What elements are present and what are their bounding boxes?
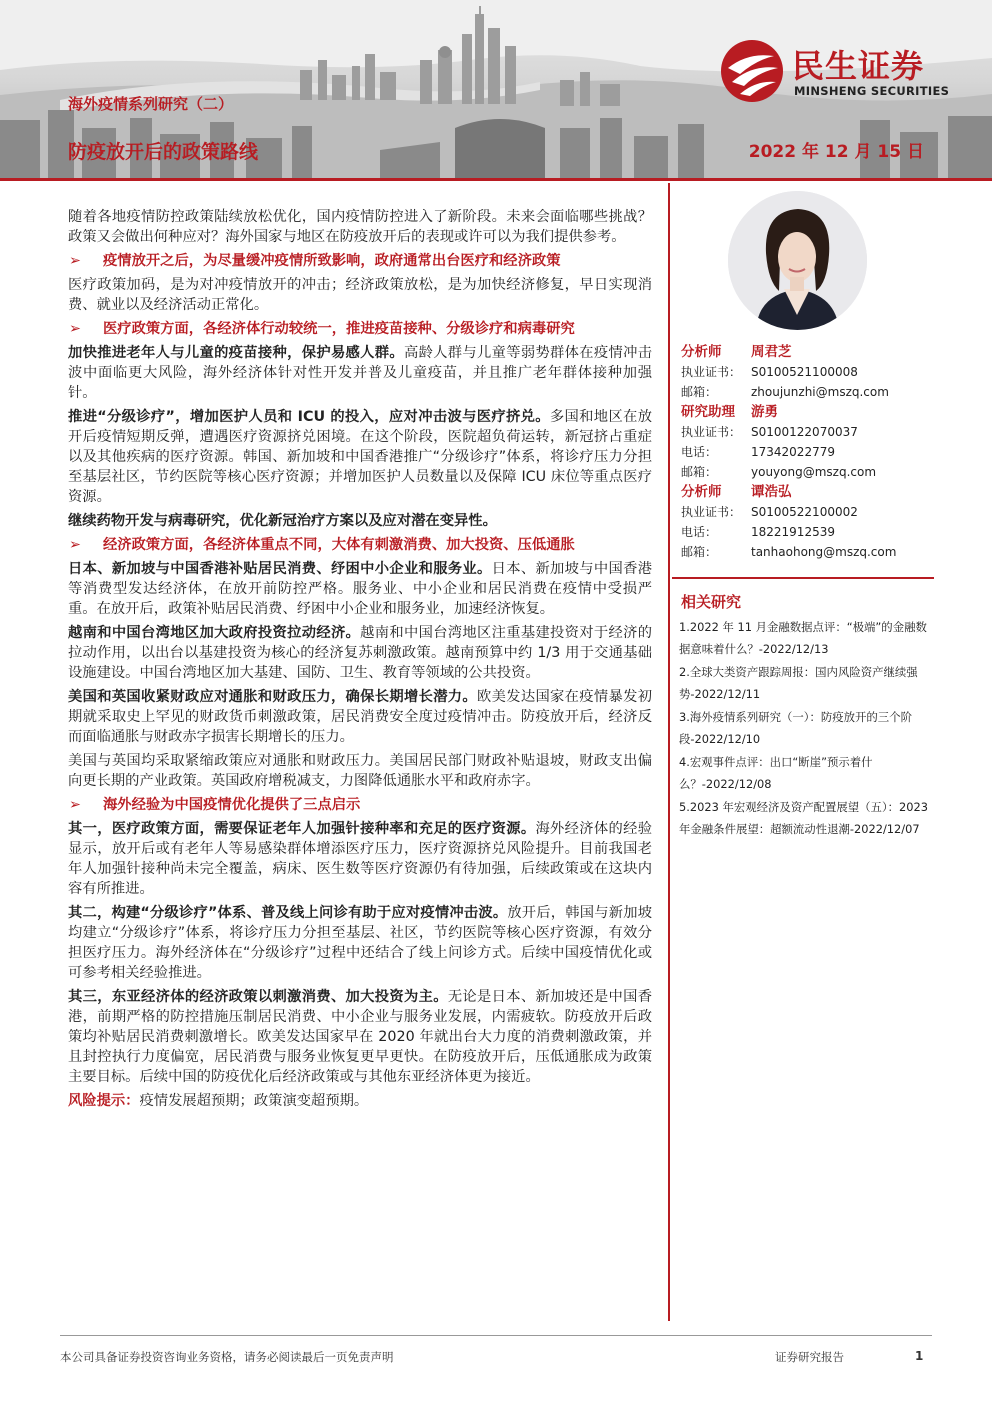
analyst-2-email: 邮箱： youyong@mszq.com xyxy=(681,465,877,479)
analyst-info xyxy=(681,342,941,562)
section-4-paragraph-3: 其三，东亚经济体的经济政策以刺激消费、加大投资为主。无论是日本、新加坡还是中国香港，前期严格的防控措施压制居民消费、中小企业与服务业发展，内需疲软。防疫放开后政策均补贴居民消费刺激增长。欧美发达国家早在 2020 年就出台大力度的消费刺激政策，并且封控执行力度偏宽，居民消费与服务业恢复更早更快。在防疫放开后，压低通胀成为政策主要目标。后续中国的防疫优化后经济政策或与其他东亚经济体更为接近。 xyxy=(68,989,653,1085)
section-2-paragraph-3: 继续药物开发与病毒研究，优化新冠治疗方案以及应对潜在变异性。 xyxy=(68,513,497,529)
footer-report-type: 证券研究报告 xyxy=(775,1350,844,1364)
analyst-3-email: 邮箱： tanhaohong@mszq.com xyxy=(681,545,897,559)
related-item[interactable]: 5.2023 年宏观经济及资产配置展望（五）：2023 年金融条件展望：超额流动性退潮-2022/12/07 xyxy=(679,800,929,836)
intro-paragraph: 随着各地疫情防控政策陆续放松优化，国内疫情防控进入了新阶段。未来会面临哪些挑战？政策又会做出何种应对？海外国家与地区在防疫放开后的表现或许可以为我们提供参考。 xyxy=(68,209,652,245)
analyst-3-phone: 电话： 18221912539 xyxy=(681,525,835,539)
related-divider xyxy=(672,577,934,579)
report-date: 2022 年 12 月 15 日 xyxy=(748,142,924,162)
section-heading-4: ➢ 海外经验为中国疫情优化提供了三点启示 xyxy=(69,797,361,813)
section-3-paragraph-2: 越南和中国台湾地区加大政府投资拉动经济。越南和中国台湾地区注重基建投资对于经济的拉动作用，以出台以基建投资为核心的经济复苏刺激政策。越南预算中约 1/3 用于交通基础设施建设。中国台湾地区加大基建、国防、卫生、教育等领域的公共投资。 xyxy=(68,625,652,681)
section-3-paragraph-4: 美国与英国均采取紧缩政策应对通胀和财政压力。美国居民部门财政补贴退坡，财政支出偏向更长期的产业政策。英国政府增税减支，力图降低通胀水平和政府赤字。 xyxy=(68,753,652,789)
report-title: 防疫放开后的政策路线 xyxy=(68,141,259,163)
analyst-3-role: 分析师 谭浩弘 xyxy=(681,484,792,500)
analyst-portrait-image xyxy=(728,191,867,330)
section-3-paragraph-3: 美国和英国收紧财政应对通胀和财政压力，确保长期增长潜力。欧美发达国家在疫情暴发初期就采取史上罕见的财政货币刺激政策，居民消费安全度过疫情冲击。防疫放开后，经济反而面临通胀与财政赤字损害长期增长的压力。 xyxy=(68,689,652,745)
logo-chinese-name: 民生证券 xyxy=(792,47,925,85)
section-heading-1: ➢ 疫情放开之后，为尽量缓冲疫情所致影响，政府通常出台医疗和经济政策 xyxy=(69,253,561,269)
arrow-bullet-icon: ➢ xyxy=(69,321,81,337)
analyst-1-role: 分析师 周君芝 xyxy=(681,344,792,360)
series-title: 海外疫情系列研究（二） xyxy=(68,95,234,113)
section-4-paragraph-1: 其一，医疗政策方面，需要保证老年人加强针接种率和充足的医疗资源。海外经济体的经验显示，放开后或有老年人等易感染群体增添医疗压力，医疗资源挤兑风险提升。目前我国老年人加强针接种尚未完全覆盖，病床、医生数等医疗资源仍有待加强，后续政策或在这块内容有所推进。 xyxy=(68,821,653,897)
section-4-paragraph-2: 其二，构建“分级诊疗”体系、普及线上问诊有助于应对疫情冲击波。放开后，韩国与新加坡均建立“分级诊疗”体系，将诊疗压力分担至基层、社区，节约医院等核心医疗资源，有效分担医疗压力。海外经济体在“分级诊疗”过程中还结合了线上问诊方式。后续中国疫情优化或可参考相关经验推进。 xyxy=(68,905,652,981)
section-2-paragraph-2: 推进“分级诊疗”，增加医护人员和 ICU 的投入，应对冲击波与医疗挤兑。多国和地区在放开后疫情短期反弹，遭遇医疗资源挤兑困境。在这个阶段，医院超负荷运转，新冠挤占重症以及其他疾病的医疗资源。韩国、新加坡和中国香港推广“分级诊疗”体系，将诊疗压力分担至基层社区，节约医院等核心医疗资源；并增加医护人员数量以及保障 ICU 床位等重点医疗资源。 xyxy=(68,409,653,505)
analyst-1-cert: 执业证书： S0100521100008 xyxy=(681,365,858,379)
related-item[interactable]: 1.2022 年 11 月金融数据点评：“极端”的金融数据意味着什么？-2022/12/13 xyxy=(679,620,927,656)
analyst-3-cert: 执业证书： S0100522100002 xyxy=(681,505,858,519)
analyst-2-role: 研究助理 游勇 xyxy=(681,404,778,420)
related-research-list xyxy=(679,616,931,841)
section-heading-3: ➢ 经济政策方面，各经济体重点不同，大体有刺激消费、加大投资、压低通胀 xyxy=(69,537,575,553)
analyst-photo xyxy=(728,191,867,330)
section-2-paragraph-1: 加快推进老年人与儿童的疫苗接种，保护易感人群。高龄人群与儿童等弱势群体在疫情冲击波中面临更大风险，海外经济体针对性开发并普及儿童疫苗，并且推广老年群体接种加强针。 xyxy=(68,345,653,401)
company-logo xyxy=(718,38,963,104)
arrow-bullet-icon: ➢ xyxy=(69,537,81,553)
header-divider xyxy=(0,178,992,181)
minsheng-logo-icon xyxy=(718,38,786,104)
footer-divider xyxy=(60,1335,932,1336)
analyst-1-email: 邮箱： zhoujunzhi@mszq.com xyxy=(681,385,889,399)
related-item[interactable]: 3.海外疫情系列研究（一）：防疫放开的三个阶段-2022/12/10 xyxy=(679,710,912,746)
column-divider xyxy=(668,183,670,1321)
related-item[interactable]: 2.全球大类资产跟踪周报：国内风险资产继续强势-2022/12/11 xyxy=(679,665,918,701)
arrow-bullet-icon: ➢ xyxy=(69,253,81,269)
page-number: 1 xyxy=(915,1349,924,1363)
section-heading-2: ➢ 医疗政策方面，各经济体行动较统一，推进疫苗接种、分级诊疗和病毒研究 xyxy=(69,321,575,337)
risk-warning: 风险提示：疫情发展超预期；政策演变超预期。 xyxy=(68,1093,369,1109)
analyst-2-phone: 电话： 17342022779 xyxy=(681,445,835,459)
footer-disclaimer: 本公司具备证券投资咨询业务资格，请务必阅读最后一页免责声明 xyxy=(60,1350,394,1364)
related-item[interactable]: 4.宏观事件点评：出口“断崖”预示着什么？-2022/12/08 xyxy=(679,755,873,791)
section-1-body: 医疗政策加码，是为对冲疫情放开的冲击；经济政策放松，是为加快经济修复，早日实现消费、就业以及经济活动正常化。 xyxy=(68,277,652,313)
arrow-bullet-icon: ➢ xyxy=(69,797,81,813)
summary-body xyxy=(68,207,652,1115)
analyst-2-cert: 执业证书： S0100122070037 xyxy=(681,425,858,439)
logo-english-name: MINSHENG SECURITIES xyxy=(794,84,950,98)
section-3-paragraph-1: 日本、新加坡与中国香港补贴居民消费、纾困中小企业和服务业。日本、新加坡与中国香港等消费型发达经济体，在放开前防控严格。服务业、中小企业和居民消费在疫情中受损严重。在放开后，政策补贴居民消费、纾困中小企业和服务业，加速经济恢复。 xyxy=(68,561,652,617)
related-research-title: 相关研究 xyxy=(681,593,742,611)
